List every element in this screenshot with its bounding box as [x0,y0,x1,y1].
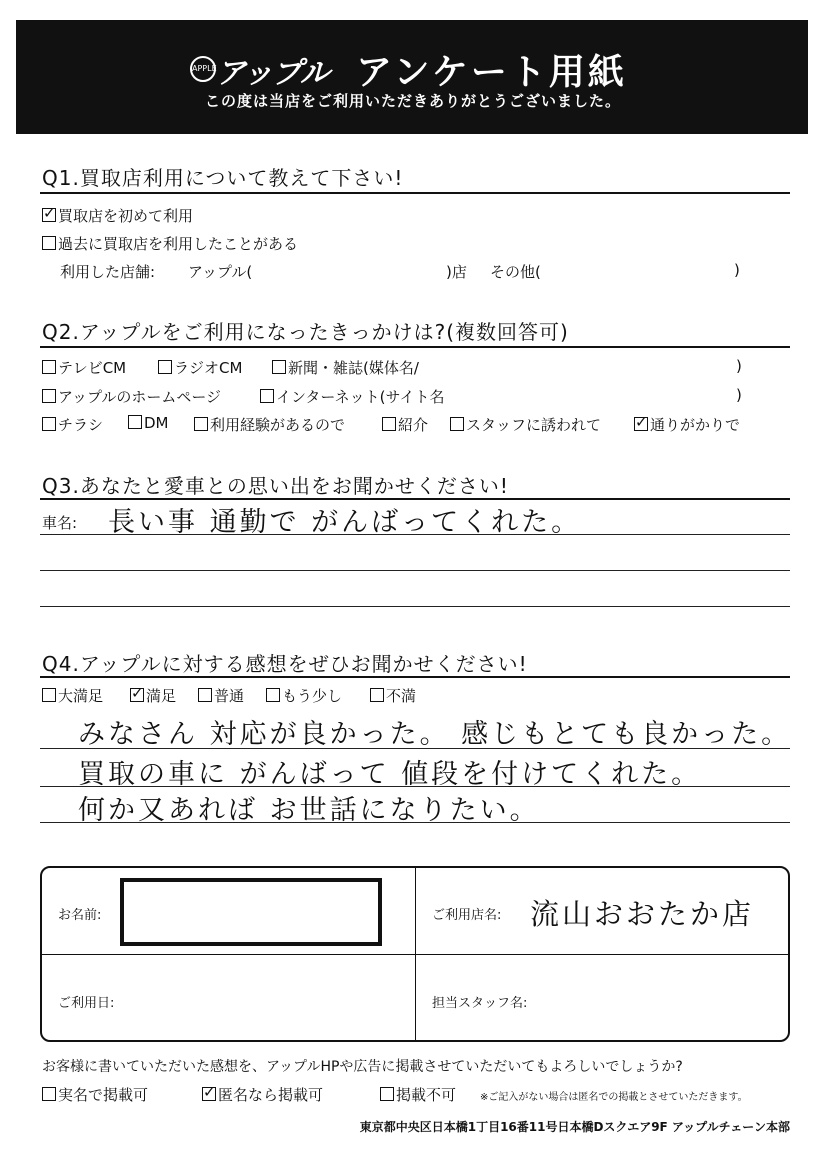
q4-rating-satisfied[interactable] [130,685,176,706]
store-label: ご利用店名: [432,908,502,923]
q2-option-newspaper[interactable] [272,357,419,378]
q2-option-label: チラシ [58,416,104,434]
q2-option-label: 利用経験があるので [210,416,346,434]
q2-option-label: アップルのホームページ [58,388,222,406]
q4-answer-line [40,822,790,823]
checkbox-checked[interactable] [130,688,144,702]
checkbox-checked[interactable] [42,208,56,222]
q4-title: Q4.アップルに対する感想をぜひお聞かせください! [42,652,528,676]
q4-rating-label: もう少し [282,687,343,705]
consent-real-name[interactable] [42,1084,148,1105]
name-redaction-box[interactable] [120,878,382,946]
checkbox[interactable] [266,688,280,702]
checkbox[interactable] [380,1087,394,1101]
consent-option-label: 匿名なら掲載可 [218,1086,324,1104]
q4-rating-could-be-better[interactable] [266,685,342,706]
q2-option-radio[interactable] [158,357,242,378]
q1-other-store-close: ) [734,261,740,279]
apple-logo-icon: APPLE [190,56,216,82]
checkbox[interactable] [42,688,56,702]
q3-car-label: 車名: [42,514,78,532]
q2-option-passing-by[interactable] [634,414,740,435]
checkbox[interactable] [128,415,142,429]
q2-row1-close: ) [736,357,742,375]
q2-option-label: インターネット(サイト名 [276,388,445,406]
q2-option-label: スタッフに誘われて [466,416,602,434]
q4-handwritten-line-1: みなさん 対応が良かった。 感じもとても良かった。 [78,719,792,750]
q2-row2-close: ) [736,386,742,404]
q3-answer-line [40,606,790,607]
checkbox[interactable] [42,360,56,374]
q4-rating-normal[interactable] [198,685,244,706]
consent-note: ※ご記入がない場合は匿名での掲載とさせていただきます。 [480,1092,748,1103]
q4-rating-very-satisfied[interactable] [42,685,103,706]
q1-option-label: 過去に買取店を利用したことがある [58,235,299,253]
store-value-handwritten: 流山おおたか店 [530,897,755,931]
q4-handwritten-line-2: 買取の車に がんばって 値段を付けてくれた。 [78,759,702,790]
q2-option-label: 通りがかりで [650,416,741,434]
q3-answer-line [40,534,790,535]
q4-answer-line [40,748,790,749]
checkbox-checked[interactable] [202,1087,216,1101]
q4-rating-label: 不満 [386,687,417,705]
q3-title: Q3.あなたと愛車との思い出をお聞かせください! [42,474,509,498]
q3-answer-line [40,570,790,571]
checkbox[interactable] [158,360,172,374]
q1-underline [40,192,790,194]
q1-option-used-before[interactable] [42,233,298,254]
q2-option-flyer[interactable] [42,414,103,435]
q2-option-label: DM [144,414,169,432]
q2-option-experience[interactable] [194,414,345,435]
thanks-message: この度は当店をご利用いただきありがとうございました。 [204,92,621,110]
checkbox[interactable] [42,389,56,403]
q2-option-homepage[interactable] [42,386,221,407]
checkbox[interactable] [42,417,56,431]
q4-rating-label: 大満足 [58,687,104,705]
q1-apple-store-open: アップル( [188,263,253,281]
q1-title: Q1.買取店利用について教えて下さい! [42,166,404,190]
consent-not-allowed[interactable] [380,1084,456,1105]
checkbox[interactable] [198,688,212,702]
q4-rating-label: 満足 [146,687,177,705]
q2-option-label: 新聞・雑誌(媒体名/ [288,359,419,377]
q4-rating-dissatisfied[interactable] [370,685,416,706]
q4-rating-label: 普通 [214,687,245,705]
checkbox-checked[interactable] [634,417,648,431]
q4-answer-line [40,786,790,787]
q1-other-store-open: その他( [490,263,541,281]
consent-anonymous[interactable] [202,1084,323,1105]
q1-store-label: 利用した店舗: [60,263,156,281]
staff-label: 担当スタッフ名: [432,996,528,1011]
q2-option-staff[interactable] [450,414,601,435]
checkbox[interactable] [260,389,274,403]
checkbox[interactable] [272,360,286,374]
consent-option-label: 掲載不可 [396,1086,457,1104]
q4-handwritten-line-3: 何か又あれば お世話になりたい。 [78,795,540,826]
checkbox[interactable] [42,1087,56,1101]
info-divider-horizontal [40,954,790,955]
q3-handwritten-answer: 長い事 通勤で がんばってくれた。 [108,507,582,538]
checkbox[interactable] [194,417,208,431]
q2-underline [40,346,790,348]
q1-option-first-time[interactable] [42,205,193,226]
checkbox[interactable] [370,688,384,702]
q2-option-dm[interactable] [128,414,169,432]
q2-option-label: ラジオCM [174,359,243,377]
consent-option-label: 実名で掲載可 [58,1086,149,1104]
footer-address: 東京都中央区日本橋1丁目16番11号日本橋Dスクエア9F アップルチェーン本部 [359,1120,790,1134]
checkbox[interactable] [42,236,56,250]
q2-option-label: 紹介 [398,416,429,434]
q4-underline [40,676,790,678]
q2-option-tv[interactable] [42,357,126,378]
q2-option-label: テレビCM [58,359,127,377]
checkbox[interactable] [382,417,396,431]
logo-text: アップル [216,56,329,91]
q2-title: Q2.アップルをご利用になったきっかけは?(複数回答可) [42,320,569,344]
q2-option-referral[interactable] [382,414,428,435]
q1-option-label: 買取店を初めて利用 [58,207,194,225]
date-label: ご利用日: [58,996,115,1011]
name-label: お名前: [58,908,102,923]
consent-question: お客様に書いていただいた感想を、アップルHPや広告に掲載させていただいてもよろしいでしょうか? [42,1059,683,1075]
q1-apple-store-close: )店 [446,263,467,281]
q2-option-internet[interactable] [260,386,444,407]
form-title: アンケート用紙 [356,52,627,93]
checkbox[interactable] [450,417,464,431]
